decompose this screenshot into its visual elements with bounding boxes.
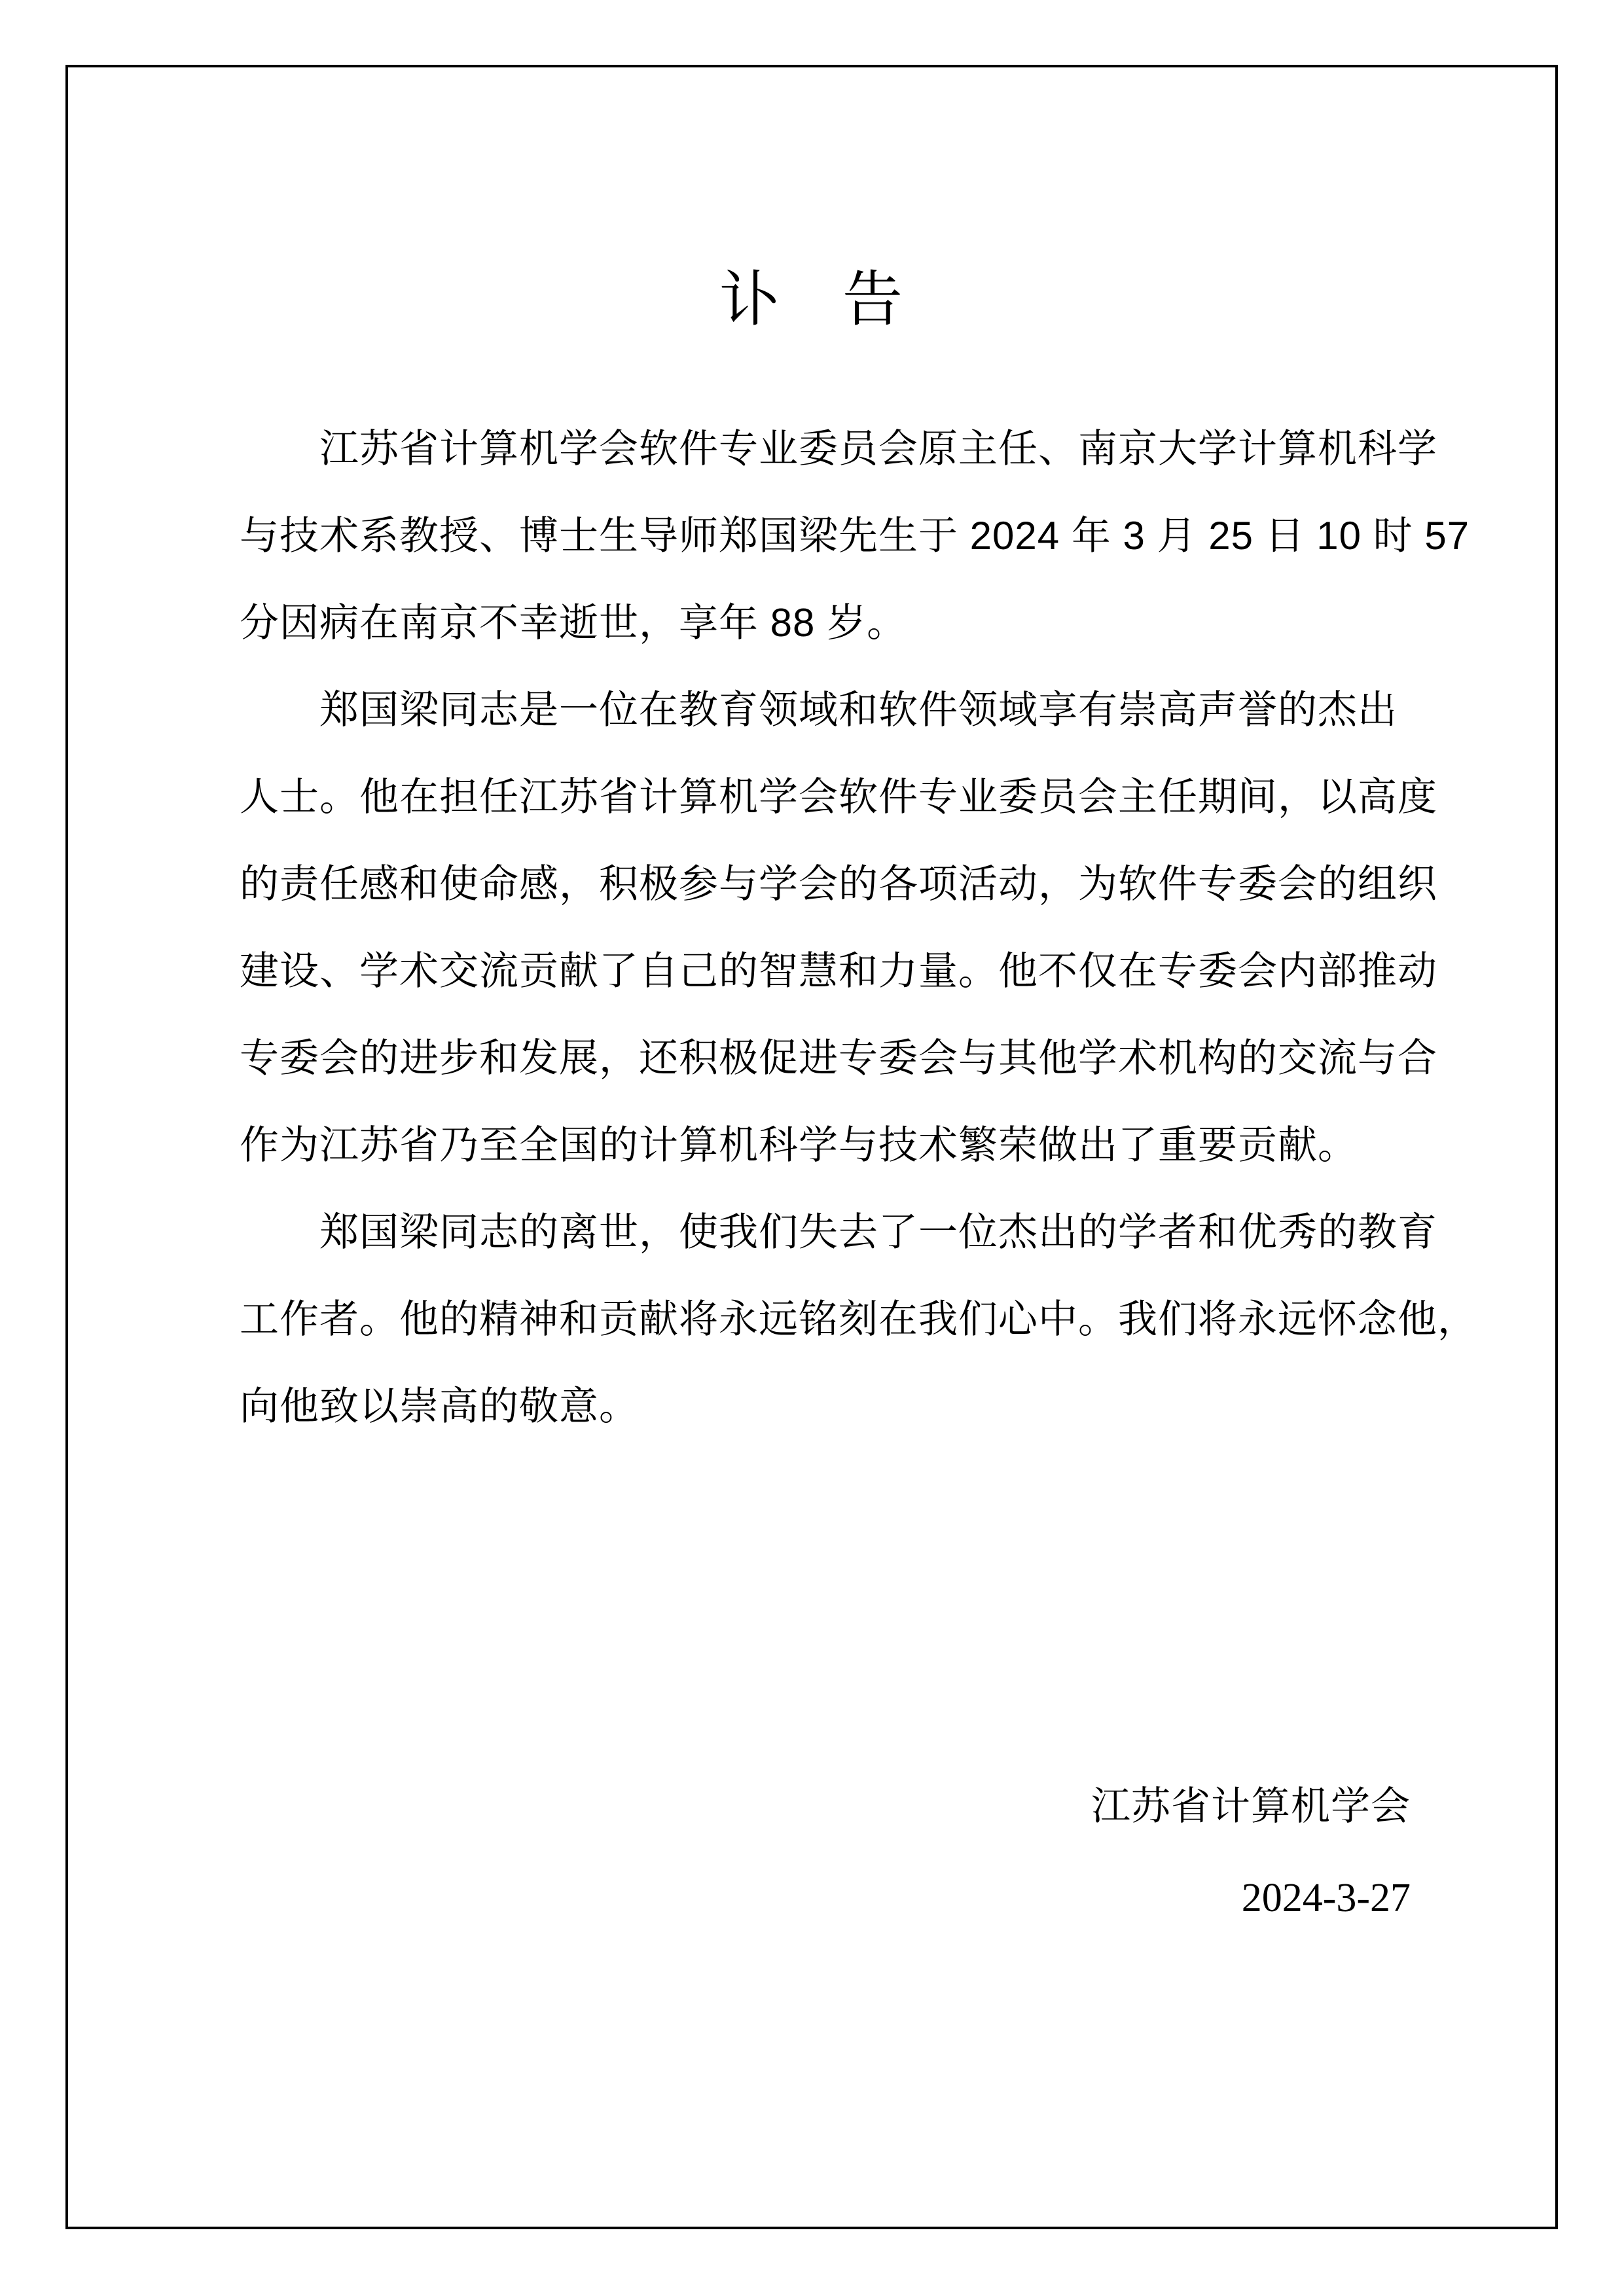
- notice-body: [68, 405, 1555, 1450]
- signature-org: 江苏省计算机学会: [1091, 1784, 1411, 1828]
- notice-title: 讣 告: [719, 266, 904, 333]
- body-line-11: 工作者。他的精神和贡献将永远铭刻在我们心中。我们将永远怀念他，: [240, 1297, 1477, 1341]
- body-line-8: 专委会的进步和发展，还积极促进专委会与其他学术机构的交流与合: [240, 1036, 1437, 1080]
- signature-block: [68, 1761, 1555, 1944]
- signature-date: 2024-3-27: [1241, 1876, 1411, 1920]
- body-line-3: 分因病在南京不幸逝世，享年 88 岁。: [240, 601, 907, 645]
- body-line-9: 作为江苏省乃至全国的计算机科学与技术繁荣做出了重要贡献。: [240, 1123, 1358, 1167]
- page-border-frame: [65, 65, 1558, 2229]
- body-line-5: 人士。他在担任江苏省计算机学会软件专业委员会主任期间，以高度: [240, 775, 1437, 819]
- body-line-1: 江苏省计算机学会软件专业委员会原主任、南京大学计算机科学: [240, 427, 1437, 471]
- body-line-10: 郑国梁同志的离世，使我们失去了一位杰出的学者和优秀的教育: [240, 1210, 1437, 1254]
- body-line-7: 建设、学术交流贡献了自己的智慧和力量。他不仅在专委会内部推动: [240, 949, 1437, 993]
- body-line-4: 郑国梁同志是一位在教育领域和软件领域享有崇高声誉的杰出: [240, 688, 1398, 732]
- body-line-2: 与技术系教授、博士生导师郑国梁先生于 2024 年 3 月 25 日 10 时 57: [240, 514, 1470, 558]
- body-line-6: 的责任感和使命感，积极参与学会的各项活动，为软件专委会的组织: [240, 862, 1437, 906]
- body-line-12: 向他致以崇高的敬意。: [240, 1384, 639, 1428]
